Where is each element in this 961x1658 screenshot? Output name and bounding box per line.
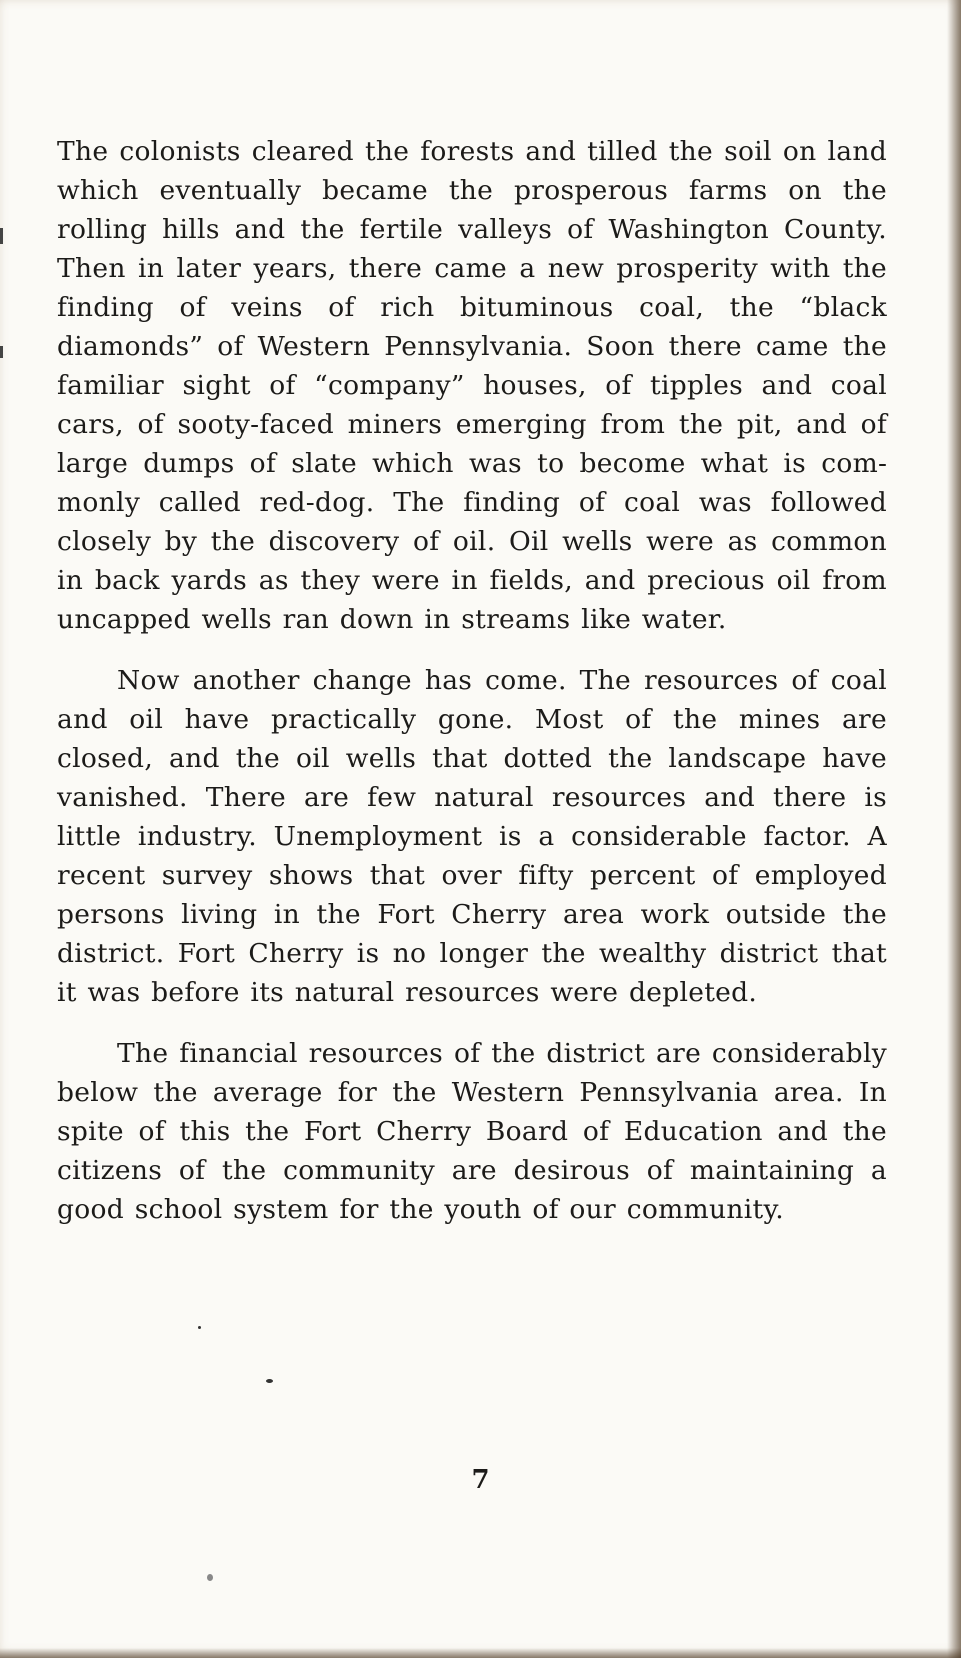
page-edge-shadow: [947, 0, 961, 1658]
ink-speck: [198, 1326, 201, 1329]
ink-speck: [266, 1379, 273, 1383]
page-number: 7: [471, 1465, 490, 1495]
page-edge-shadow: [0, 1648, 961, 1658]
paragraph-3: The financial resources of the district are considerably below the average for the Western Pennsylvania area. In spite of this the Fort Cherry Board of Education and the citizens of the community are desirous of maintaining a good school system for the youth of our community.: [57, 1038, 887, 1225]
binding-mark: [0, 346, 3, 358]
ink-speck: [207, 1574, 213, 1581]
paragraph-1: The colonists cleared the forests and tilled the soil on land which eventually became the prosperous farms on the rolling hills and the fertile valleys of Washington County. Then in later years, there came a new prosperity with the finding of veins of rich bituminous coal, the “black diamonds” of Western Pennsylvania. Soon there came the familiar sight of “company” houses, of tipples and coal cars, of sooty-faced miners emerging from the pit, and of large dumps of slate which was to become what is commonly called red-dog. The finding of coal was followed closely by the discovery of oil. Oil wells were as common in back yards as they were in fields, and precious oil from uncapped wells ran down in streams like water.: [57, 136, 887, 635]
body-text: [57, 132, 887, 1229]
binding-mark: [0, 228, 3, 244]
paragraph-2: Now another change has come. The resources of coal and oil have practically gone. Most of the mines are closed, and the oil wells that dotted the landscape have vanished. There are few natural resources and there is little industry. Unemployment is a considerable factor. A recent survey shows that over fifty percent of employed persons living in the Fort Cherry area work outside the district. Fort Cherry is no longer the wealthy district that it was before its natural resources were depleted.: [57, 665, 887, 1008]
